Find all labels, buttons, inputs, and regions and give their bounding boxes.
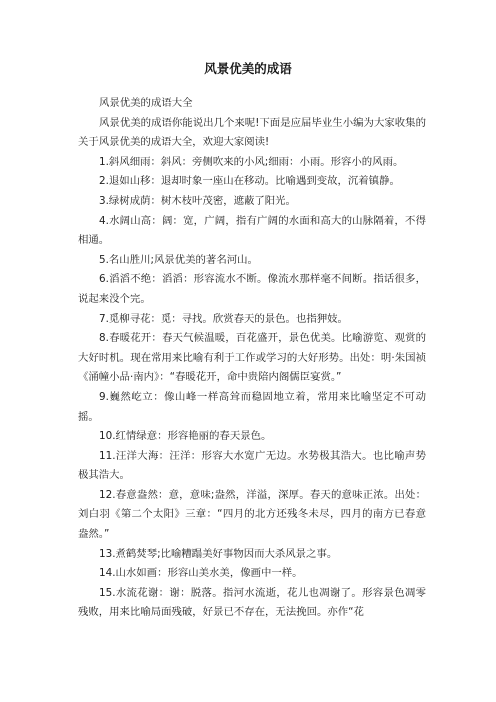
idiom-entry: 1.斜风细雨：斜风：旁侧吹来的小风;细雨：小雨。形容小的风雨。 — [99, 155, 404, 168]
idiom-entry: 7.觅柳寻花：觅：寻找。欣赏春天的景色。也指狎妓。 — [99, 312, 348, 325]
idiom-entry: 8.春暖花开：春天气候温暖，百花盛开，景色优美。比喻游览、观赏的大好时机。现在常用来比喻有利于工作或学习的大好形势。出处：明·朱国祯《涌幢小品·南内》：“春暖花开，命中贵陪内阁儒臣宴赏。” — [78, 332, 426, 384]
idiom-entry: 3.绿树成荫：树木枝叶茂密，遮蔽了阳光。 — [99, 194, 296, 207]
document-title: 风景优美的成语 — [204, 61, 292, 76]
idiom-entry: 13.煮鹤焚琴;比喻糟蹋美好事物因而大杀风景之事。 — [99, 547, 338, 560]
idiom-entry: 5.名山胜川;风景优美的著名河山。 — [99, 253, 258, 266]
idiom-entry: 11.汪洋大海：汪洋：形容大水宽广无边。水势极其浩大。也比喻声势极其浩大。 — [78, 449, 426, 482]
idiom-entry: 6.滔滔不绝：滔滔：形容流水不断。像流水那样毫不间断。指话很多，说起来没个完。 — [78, 273, 426, 305]
idiom-entry: 2.退如山移：退却时象一座山在移动。比喻遇到变故，沉着镇静。 — [99, 175, 400, 188]
idiom-entry: 9.巍然屹立：像山峰一样高耸而稳固地立着，常用来比喻坚定不可动摇。 — [78, 390, 426, 423]
idiom-entry: 15.水流花谢：谢：脱落。指河水流逝，花儿也凋谢了。形容景色凋零残败，用来比喻局面残破，好景已不存在，无法挽回。亦作“花 — [78, 586, 426, 619]
section-heading: 风景优美的成语大全 — [99, 97, 193, 109]
idiom-entry: 10.红情绿意：形容艳丽的春天景色。 — [99, 430, 272, 443]
idiom-entry: 4.水阔山高：阔：宽，广阔，指有广阔的水面和高大的山脉隔着，不得相通。 — [78, 214, 426, 247]
intro-paragraph: 风景优美的成语你能说出几个来呢!下面是应届毕业生小编为大家收集的关于风景优美的成语大全，欢迎大家阅读! — [78, 116, 426, 149]
document-body — [78, 94, 426, 623]
idiom-entry: 12.春意盎然：意，意味;盎然，洋溢，深厚。春天的意味正浓。出处：刘白羽《第二个太阳》三章：“四月的北方还残冬未尽，四月的南方已春意盎然。” — [78, 488, 426, 541]
idiom-entry: 14.山水如画：形容山美水美，像画中一样。 — [99, 567, 303, 580]
